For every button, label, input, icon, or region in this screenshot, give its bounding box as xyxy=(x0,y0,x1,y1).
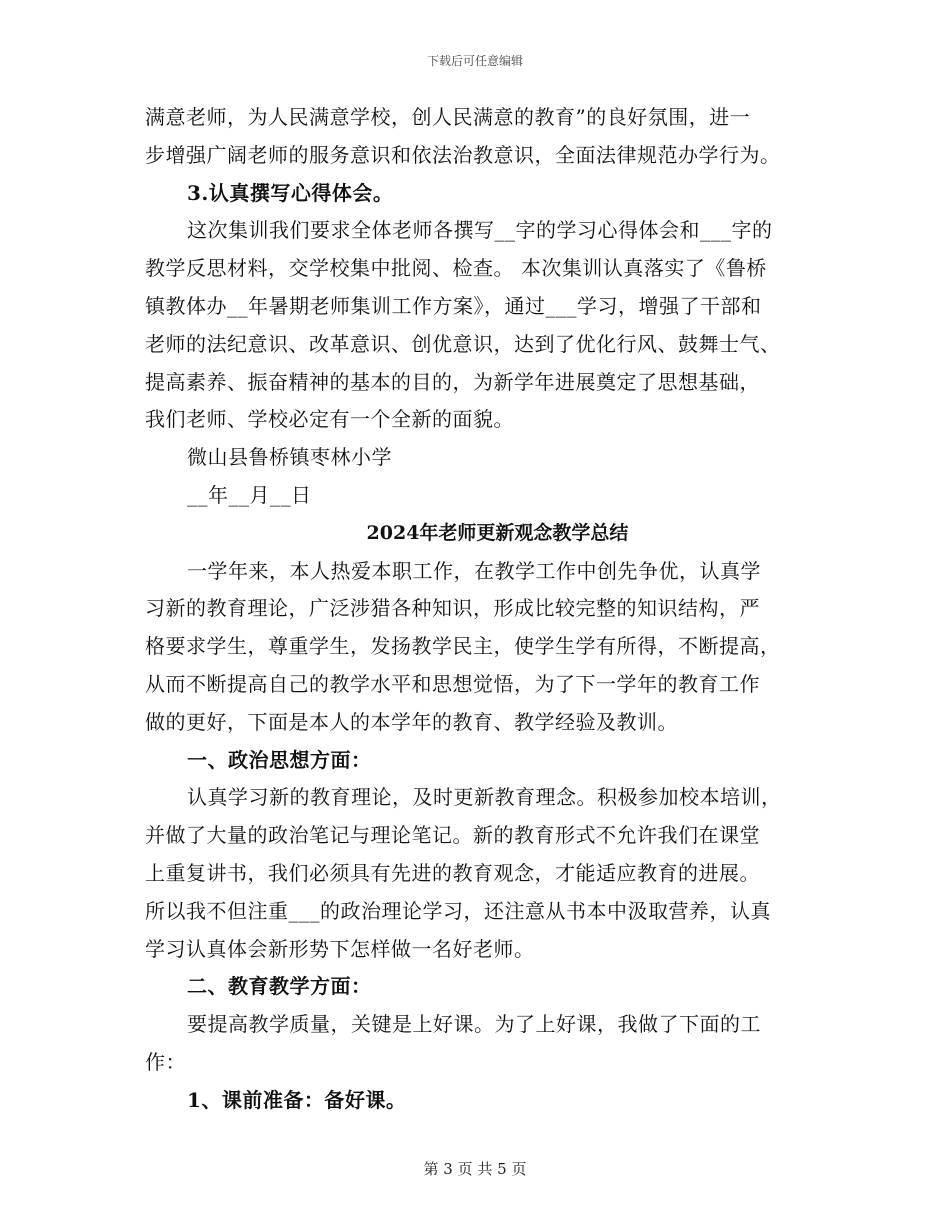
body-line: 满意老师，为人民满意学校，创人民满意的教育”的良好氛围，进一 xyxy=(145,105,751,129)
body-line: 作： xyxy=(145,1049,186,1074)
body-line: 镇教体办__年暑期老师集训工作方案》，通过___学习，增强了干部和 xyxy=(145,293,762,318)
body-line: 一学年来，本人热爱本职工作，在教学工作中创先争优，认真学 xyxy=(187,558,761,583)
body-line: 习新的教育理论，广泛涉猎各种知识，形成比较完整的知识结构，严 xyxy=(145,596,760,621)
body-line: 这次集训我们要求全体老师各撰写__字的学习心得体会和___字的 xyxy=(187,218,773,243)
body-line: 上重复讲书，我们必须具有先进的教育观念，才能适应教育的进展。 xyxy=(145,860,760,885)
body-line: 步增强广阔老师的服务意识和依法治教意识，全面法律规范办学行为。 xyxy=(145,142,781,167)
body-line: 要提高教学质量，关键是上好课。为了上好课，我做了下面的工 xyxy=(187,1012,761,1037)
page-header: 下载后可任意编辑 xyxy=(426,54,523,68)
section-heading: 一、政治思想方面： xyxy=(187,747,372,772)
body-line: 我们老师、学校必定有一个全新的面貌。 xyxy=(145,407,514,432)
body-line: 认真学习新的教育理论，及时更新教育理念。积极参加校本培训， xyxy=(187,785,782,810)
section-heading: 1、课前准备：备好课。 xyxy=(187,1087,407,1112)
signature-date: __年__月__日 xyxy=(187,482,312,507)
page-number: 第 3 页 共 5 页 xyxy=(423,1160,527,1178)
body-line: 并做了大量的政治笔记与理论笔记。新的教育形式不允许我们在课堂 xyxy=(145,823,760,848)
body-line: 学习认真体会新形势下怎样做一名好老师。 xyxy=(145,936,535,961)
document-body xyxy=(145,107,810,1128)
body-line: 从而不断提高自己的教学水平和思想觉悟，为了下一学年的教育工作 xyxy=(145,671,760,696)
body-line: 提高素养、振奋精神的基本的目的，为新学年进展奠定了思想基础， xyxy=(145,369,760,394)
body-line: 所以我不但注重___的政治理论学习，还注意从书本中汲取营养，认真 xyxy=(145,898,771,923)
body-line: 格要求学生，尊重学生，发扬教学民主，使学生学有所得，不断提高， xyxy=(145,634,781,659)
body-line: 老师的法纪意识、改革意识、创优意识，达到了优化行风、鼓舞士气、 xyxy=(145,331,781,356)
document-title: 2024年老师更新观念教学总结 xyxy=(366,521,629,544)
signature-school: 微山县鲁桥镇枣林小学 xyxy=(187,445,392,470)
section-heading: 3.认真撰写心得体会。 xyxy=(187,180,394,205)
body-line: 做的更好，下面是本人的本学年的教育、教学经验及教训。 xyxy=(145,709,678,734)
section-heading: 二、教育教学方面： xyxy=(187,974,372,999)
body-line: 教学反思材料，交学校集中批阅、检查。 本次集训认真落实了《鲁桥 xyxy=(145,256,767,281)
